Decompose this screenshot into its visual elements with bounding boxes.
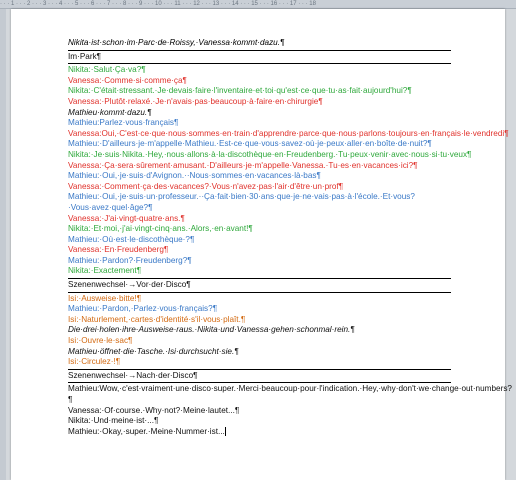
horizontal-rule [68,382,451,383]
dialogue-line[interactable]: Vanessa:·Comme·si·comme·ça¶ [68,75,187,85]
scene-after-disco-dialogue [68,384,512,437]
dialogue-line[interactable]: Mathieu:Parlez·vous·français¶ [68,118,179,128]
dialogue-line[interactable]: Nikita:·Je·suis·Nikita.·Hey,·nous·allons·à·la·discothèque·en·Freudenberg.·Tu·peux·venir·avec·nous·si·tu·veux¶ [68,149,472,159]
dialogue-line[interactable]: Vanessa:·En·Freudenberg¶ [68,245,169,255]
horizontal-rule [68,50,451,51]
scene-heading[interactable]: Szenenwechsel·→Vor·der·Disco¶ [68,280,191,290]
scene-heading[interactable]: Im·Park¶ [68,51,102,61]
dialogue-line[interactable]: Mathieu:Wow,·c'est·vraiment·une·disco·super.·Merci·beaucoup·pour·l'indication.·Hey,·why·don't·we·change·out·numbers?¶ [68,384,512,404]
dialogue-line[interactable]: Nikita:·C'était·stressant.·Je·devais·faire·l'inventaire·et·toi·qu'est·ce·que·tu·as·fait·aujourd'hui?¶ [68,86,412,96]
dialogue-line[interactable]: Mathieu:·Pardon?·Freudenberg?¶ [68,255,192,265]
text-cursor [225,427,226,436]
dialogue-line[interactable]: Mathieu:·Oui,·je·suis·un·professeur.··Ça·fait·bien·30·ans·que·je·ne·vais·pas·à·l'école.·Et·vous?·Vous·avez·quel·âge?¶ [68,192,415,212]
dialogue-line[interactable]: Vanessa:Oui,·C'est·ce·que·nous·sommes·en·train·d'apprendre·parce·que·nous·parlons·toujours·en·français·le·vendredi¶ [68,128,509,138]
horizontal-rule [68,278,451,279]
dialogue-line[interactable]: Mathieu:·D'ailleurs·je·m'appelle·Mathieu.·Est-ce·que·vous·savez·où·je·peux·aller·en·boîte·de·nuit?¶ [68,139,432,149]
dialogue-line[interactable]: Vanessa:·J'ai·vingt-quatre·ans.¶ [68,213,185,223]
document-page[interactable] [11,9,512,480]
dialogue-line[interactable]: Nikita:·Und·meine·ist·...¶ [68,416,159,426]
dialogue-line[interactable]: Mathieu:·Pardon,·Parlez·vous·français?¶ [68,304,218,314]
horizontal-rule [68,369,451,370]
dialogue-line[interactable]: Mathieu:·Où·est·le·discothèque·?¶ [68,234,195,244]
dialogue-line[interactable]: Isi:·Circulez·!¶ [68,357,121,367]
dialogue-line[interactable]: Isi:·Naturlement,·cartes·d'identité·s'il·vous·plaît.¶ [68,314,246,324]
dialogue-line[interactable]: Nikita:·Exactement¶ [68,266,142,276]
document-body[interactable] [68,38,512,437]
ruler-marks: · · · 1 · · · 2 · · · 3 · · · 4 · · · 5 · · · 6 · · · 7 · · · 8 · · · 9 · · · 10 · · · 11 · · · 12 · · · 13 · · · 14 · · · 15 · · · 16 · · · 17 · · · 18 [0,1,316,7]
stage-direction[interactable]: Mathieu·kommt·dazu.¶ [68,107,152,117]
dialogue-line[interactable]: Vanessa:·Ça·sera·sûrement·amusant.·D'ailleurs·je·m'appelle·Vanessa.·Tu·es·en·vacances·ici?¶ [68,160,418,170]
scene-park-dialogue [68,65,509,277]
intro-line[interactable]: Nikita·ist·schon·im·Parc·de·Roissy,·Vanessa·kommt·dazu.¶ [68,38,285,47]
dialogue-line[interactable]: Isi:·Ouvre·le·sac¶ [68,336,133,346]
dialogue-line[interactable]: Mathieu:·Oui,·je·suis·d'Avignon.··Nous·sommes·en·vacances·là-bas¶ [68,171,321,181]
horizontal-rule [68,63,451,64]
scene-disco-entrance-dialogue [68,294,451,368]
dialogue-line[interactable]: Nikita:·Salut·Ça·va?¶ [68,65,146,75]
dialogue-line[interactable]: Vanessa:·Of·course.·Why·not?·Meine·lautet...¶ [68,405,240,415]
dialogue-line[interactable]: Mathieu:·Okay,·super.·Meine·Nummer·ist... [68,426,225,436]
stage-direction[interactable]: Mathieu·öffnet·die·Tasche.·Isi·durchsucht·sie.¶ [68,346,239,356]
dialogue-line[interactable]: Vanessa:·Plutôt·relaxé.·Je·n'avais·pas·beaucoup·à·faire·en·chirurgie¶ [68,96,323,106]
dialogue-line[interactable]: Isi:·Ausweise·bitte!¶ [68,293,142,303]
dialogue-line[interactable]: Vanessa:·Comment·ça·des·vacances?·Vous·n'avez·pas·l'air·d'être·un·prof¶ [68,181,344,191]
dialogue-line[interactable]: Nikita:·Et·moi,·j'ai·vingt-cinq·ans.·Alors,·en·avant!¶ [68,224,253,234]
horizontal-rule [68,292,451,293]
horizontal-ruler [0,0,516,9]
vertical-ruler [0,9,6,480]
stage-direction[interactable]: Die·drei·holen·ihre·Ausweise·raus.·Nikita·und·Vanessa·gehen·schonmal·rein.¶ [68,325,355,335]
scene-heading[interactable]: Szenenwechsel·→Nach·der·Disco¶ [68,370,198,380]
